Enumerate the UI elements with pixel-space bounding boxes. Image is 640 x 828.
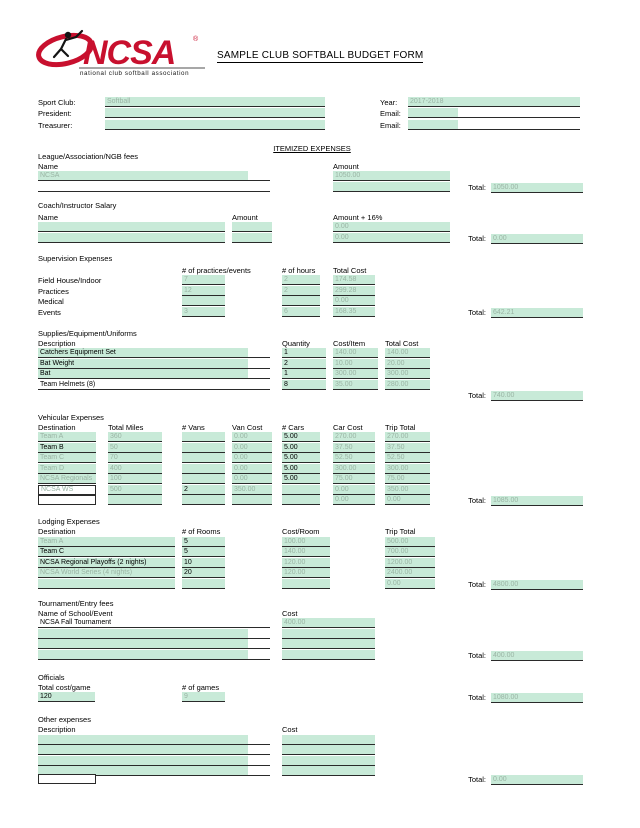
destination-field[interactable]: NCSA Regional Playoffs (2 nights) [38,558,175,568]
section-league-fees [38,152,586,193]
col-header-van-cost: Van Cost [232,422,263,432]
event-name-field[interactable] [38,650,270,660]
col-header-vans: # Vans [182,422,205,432]
cost-room-field[interactable]: 120.00 [282,568,330,578]
practices-field[interactable] [182,296,225,306]
hours-field[interactable]: 2 [282,286,320,296]
column-headers [38,725,586,735]
cost-item-field[interactable]: 140.00 [333,348,378,358]
section-other-expenses [38,715,586,785]
rooms-field[interactable]: 20 [182,568,225,578]
section-total [422,775,621,785]
itemized-expenses-heading [38,138,586,153]
car-cost-field[interactable]: 0.00 [333,485,375,495]
rooms-field[interactable]: 10 [182,558,225,568]
registered-mark: ® [193,36,199,43]
vans-field[interactable] [182,432,225,442]
col-header-cost-room: Cost/Room [282,527,320,536]
section-total [422,496,621,506]
van-cost-field[interactable]: 0.00 [232,432,272,442]
field-value [408,120,458,129]
destination-field[interactable]: NCSA WS [38,485,96,495]
miles-field[interactable]: 50 [108,443,162,453]
vans-field[interactable] [182,453,225,463]
col-header-miles: Total Miles [108,422,144,432]
description-field[interactable] [38,735,270,745]
destination-field[interactable]: NCSA World Series (4 nights) [38,568,175,578]
col-header-total-cost: Total Cost [385,338,419,348]
field-value: Bat [38,369,248,378]
destination-field[interactable] [38,495,96,505]
col-header-name: Name [38,161,59,171]
cars-field[interactable]: 5.00 [282,453,320,463]
destination-field[interactable]: Team D [38,464,96,474]
quantity-field[interactable]: 8 [282,380,326,390]
col-header-amount16: Amount + 16% [333,212,383,222]
year-label: Year: [380,97,398,107]
total-field[interactable]: 642.21 [491,308,583,318]
section-tournament-fees [38,599,586,661]
col-header-trip-total: Trip Total [385,527,416,536]
description-field[interactable] [38,359,270,369]
car-cost-field[interactable]: 300.00 [333,464,375,474]
vans-field[interactable] [182,495,225,505]
col-header-amount: Amount [333,161,359,171]
hours-field[interactable] [282,296,320,306]
table-row [38,370,586,381]
table-row [38,569,586,580]
col-header-hours: # of hours [282,265,316,275]
field-value [38,629,248,638]
amount-field[interactable]: 1050.00 [333,171,450,181]
field-value [38,650,248,659]
section-lodging [38,517,586,590]
total-cost-field[interactable]: 174.58 [333,275,375,285]
cost-field[interactable] [282,629,375,639]
column-headers [38,683,586,693]
total-label: Total: [468,775,486,784]
field-value [38,182,248,191]
col-header-quantity: Quantity [282,338,310,348]
col-header-trip-total: Trip Total [385,422,416,432]
cars-field[interactable]: 5.00 [282,443,320,453]
van-cost-field[interactable]: 0.00 [232,443,272,453]
trip-total-field[interactable]: 350.00 [385,485,430,495]
field-value: NCSA Fall Tournament [40,619,112,626]
destination-field[interactable]: Team A [38,432,96,442]
miles-field[interactable]: 500 [108,485,162,495]
destination-field[interactable] [38,579,175,589]
miles-field[interactable]: 400 [108,464,162,474]
total-label: Total: [468,390,486,400]
page-header [35,26,640,83]
field-value: Team Helmets (8) [40,380,96,388]
trip-total-field[interactable]: 270.00 [385,432,430,442]
president-label: President: [38,109,72,118]
trip-total-field[interactable]: 1200.00 [385,558,435,568]
section-title: Tournament/Entry fees [38,598,114,608]
cost-item-field[interactable]: 300.00 [333,369,378,379]
total-field[interactable]: 0.00 [491,775,583,785]
rooms-field[interactable] [182,579,225,589]
table-row [38,297,586,308]
table-row [38,380,586,391]
amount16-field[interactable]: 0.00 [333,222,450,232]
table-row [38,475,586,486]
section-total [422,693,621,703]
col-header-name: Name of School/Event [38,608,113,618]
field-value [408,108,458,117]
van-cost-field[interactable] [232,495,272,505]
trip-total-field[interactable]: 52.50 [385,453,430,463]
col-header-cost-item: Cost/Item [333,338,366,348]
destination-field[interactable]: Team B [38,443,96,453]
col-header-destination: Destination [38,422,76,432]
total-field[interactable]: 1085.00 [491,496,583,506]
info-row [38,96,586,108]
name-field[interactable] [38,182,270,192]
treasurer-label: Treasurer: [38,120,73,130]
cost-item-field[interactable]: 35.00 [333,380,378,390]
col-header-games: # of games [182,682,220,692]
table-row [38,223,586,234]
col-header-cost: Cost [282,725,298,734]
treasurer-email-field[interactable] [408,120,580,130]
field-value [38,735,248,744]
vans-field[interactable] [182,443,225,453]
destination-field[interactable]: Team C [38,453,96,463]
col-header-total-cost: Total Cost [333,265,367,275]
miles-field[interactable]: 360 [108,432,162,442]
field-value: Catchers Equipment Set [38,348,248,357]
vans-field[interactable]: 2 [182,485,225,495]
description-field[interactable] [38,380,270,390]
field-value [38,745,248,754]
cost-room-field[interactable]: 140.00 [282,547,330,557]
quantity-field[interactable]: 1 [282,369,326,379]
table-row [38,537,586,548]
table-row [38,548,586,559]
row-label: Medical [38,297,64,306]
total-label: Total: [468,693,486,702]
table-row [38,756,586,767]
empty-field[interactable] [38,774,96,784]
table-row [38,433,586,444]
table-row [38,454,586,465]
vans-field[interactable] [182,474,225,484]
table-row [38,464,586,475]
trip-total-field[interactable]: 37.50 [385,443,430,453]
section-total [422,580,621,590]
event-name-field[interactable] [38,629,270,639]
president-field[interactable] [105,108,325,118]
hours-field[interactable]: 2 [282,275,320,285]
total-cost-field[interactable]: 300.00 [385,369,430,379]
cars-field[interactable] [282,495,320,505]
trip-total-field[interactable]: 700.00 [385,547,435,557]
van-cost-field[interactable]: 0.00 [232,474,272,484]
section-vehicular [38,413,586,507]
section-title: Vehicular Expenses [38,412,104,422]
section-title: Supervision Expenses [38,253,113,263]
year-field[interactable]: 2017-2018 [408,97,580,107]
total-field[interactable]: 4800.00 [491,580,583,590]
column-headers [38,266,586,276]
president-email-field[interactable] [408,108,580,118]
miles-field[interactable] [108,495,162,505]
col-header-cost-game: Total cost/game [38,682,91,692]
destination-field[interactable]: NCSA Regionals [38,474,96,484]
destination-field[interactable]: Team C [38,547,175,557]
description-field[interactable] [38,756,270,766]
cost-item-field[interactable]: 10.00 [333,359,378,369]
ncsa-logo [35,26,207,83]
table-row [38,443,586,454]
treasurer-field[interactable] [105,120,325,130]
section-title: Other expenses [38,715,91,724]
rooms-field[interactable]: 5 [182,547,225,557]
description-field[interactable] [38,745,270,755]
logo-text: NCSA [83,34,176,72]
practices-field[interactable]: 3 [182,307,225,317]
row-label: Practices [38,286,69,296]
heading-text: ITEMIZED EXPENSES [273,143,351,153]
row-label: Field House/Indoor [38,276,102,285]
info-row [38,119,586,131]
column-headers [38,527,586,537]
club-info [38,96,586,131]
col-header-name: Name [38,212,59,222]
description-field[interactable] [38,369,270,379]
car-cost-field[interactable]: 37.50 [333,443,375,453]
vans-field[interactable] [182,464,225,474]
total-field[interactable]: 0.00 [491,234,583,244]
practices-field[interactable]: 12 [182,286,225,296]
table-row [38,558,586,569]
cost-per-game-field[interactable]: 120 [38,692,95,702]
description-field[interactable] [38,348,270,358]
player-icon [65,32,71,38]
car-cost-field[interactable]: 270.00 [333,432,375,442]
trip-total-field[interactable]: 2400.00 [385,568,435,578]
section-supervision [38,254,586,318]
total-field[interactable]: 400.00 [491,651,583,661]
games-field[interactable]: 9 [182,692,225,702]
section-total [422,651,621,661]
cost-field[interactable] [282,745,375,755]
total-field[interactable]: 1080.00 [491,693,583,703]
cars-field[interactable]: 5.00 [282,432,320,442]
cost-field[interactable] [282,650,375,660]
total-cost-field[interactable]: 299.28 [333,286,375,296]
table-row [38,172,586,183]
event-name-field[interactable] [38,618,270,628]
amount16-field[interactable]: 0.00 [333,233,450,243]
total-field[interactable]: 740.00 [491,391,583,401]
table-row [38,619,586,630]
table-row [38,286,586,297]
column-headers [38,423,586,433]
column-headers [38,339,586,349]
trip-total-field[interactable]: 300.00 [385,464,430,474]
miles-field[interactable]: 70 [108,453,162,463]
col-header-cars: # Cars [282,422,305,432]
car-cost-field[interactable]: 0.00 [333,495,375,505]
column-headers [38,609,586,619]
total-label: Total: [468,182,486,192]
trip-total-field[interactable]: 75.00 [385,474,430,484]
name-field[interactable] [38,233,225,243]
practices-field[interactable]: 7 [182,275,225,285]
cost-field[interactable]: 400.00 [282,618,375,628]
cars-field[interactable]: 5.00 [282,474,320,484]
cost-room-field[interactable] [282,579,330,589]
car-cost-field[interactable]: 52.50 [333,453,375,463]
section-title: Officials [38,672,65,682]
section-title: League/Association/NGB fees [38,151,139,161]
total-cost-field[interactable]: 0.00 [333,296,375,306]
trip-total-field[interactable]: 500.00 [385,537,435,547]
section-total [422,391,621,401]
miles-field[interactable]: 100 [108,474,162,484]
total-cost-field[interactable]: 20.00 [385,359,430,369]
event-name-field[interactable] [38,639,270,649]
section-total [422,308,621,318]
total-cost-field[interactable]: 140.00 [385,348,430,358]
rooms-field[interactable]: 5 [182,537,225,547]
table-row [38,746,586,757]
section-coach-salary [38,201,586,244]
quantity-field[interactable]: 2 [282,359,326,369]
sport-club-field[interactable]: Softball [105,97,325,107]
table-row [38,735,586,746]
hours-field[interactable]: 6 [282,307,320,317]
field-value: NCSA [38,171,248,180]
section-title: Lodging Expenses [38,517,100,526]
cars-field[interactable]: 5.00 [282,464,320,474]
page-title: SAMPLE CLUB SOFTBALL BUDGET FORM [217,50,424,61]
van-cost-field[interactable]: 0.00 [232,453,272,463]
col-header-destination: Destination [38,527,76,536]
name-field[interactable] [38,222,225,232]
column-headers [38,213,586,223]
total-label: Total: [468,307,486,317]
name-field[interactable] [38,171,270,181]
row-label: Events [38,307,61,317]
table-row [38,276,586,287]
email-label: Email: [380,109,401,118]
cars-field[interactable] [282,485,320,495]
info-row [38,108,586,120]
section-total [422,234,621,244]
col-header-description: Description [38,725,76,734]
logo-tagline: national club softball association [80,70,190,77]
table-row [38,485,586,496]
cost-field[interactable] [282,639,375,649]
table-row [38,359,586,370]
section-total [422,183,621,193]
total-cost-field[interactable]: 168.35 [333,307,375,317]
col-header-rooms: # of Rooms [182,527,221,536]
column-headers [38,162,586,172]
field-value: Bat Weight [38,359,248,368]
total-label: Total: [468,496,486,505]
table-row [38,349,586,360]
van-cost-field[interactable]: 350.00 [232,485,272,495]
trip-total-field[interactable]: 0.00 [385,579,435,589]
field-value [38,639,248,648]
total-label: Total: [468,650,486,660]
col-header-amount: Amount [232,212,258,222]
ncsa-logo-art [35,26,207,78]
destination-field[interactable]: Team A [38,537,175,547]
total-label: Total: [468,579,486,589]
col-header-car-cost: Car Cost [333,422,363,432]
amount-field[interactable] [232,222,272,232]
field-value [38,756,248,765]
total-field[interactable]: 1050.00 [491,183,583,193]
van-cost-field[interactable]: 0.00 [232,464,272,474]
sport-club-label: Sport Club: [38,97,76,107]
email-label: Email: [380,120,401,130]
col-header-practices: # of practices/events [182,265,251,275]
section-supplies [38,328,586,400]
section-title: Supplies/Equipment/Uniforms [38,328,137,338]
car-cost-field[interactable]: 75.00 [333,474,375,484]
col-header-cost: Cost [282,608,298,618]
section-officials [38,673,586,704]
amount-field[interactable] [232,233,272,243]
total-label: Total: [468,233,486,243]
cost-room-field[interactable]: 100.00 [282,537,330,547]
cost-room-field[interactable]: 120.00 [282,558,330,568]
table-row [38,629,586,640]
table-row [38,640,586,651]
quantity-field[interactable]: 1 [282,348,326,358]
cost-field[interactable] [282,756,375,766]
col-header-description: Description [38,338,76,348]
trip-total-field[interactable]: 0.00 [385,495,430,505]
cost-field[interactable] [282,735,375,745]
total-cost-field[interactable]: 280.00 [385,380,430,390]
section-title: Coach/Instructor Salary [38,200,117,210]
cost-field[interactable] [282,766,375,776]
